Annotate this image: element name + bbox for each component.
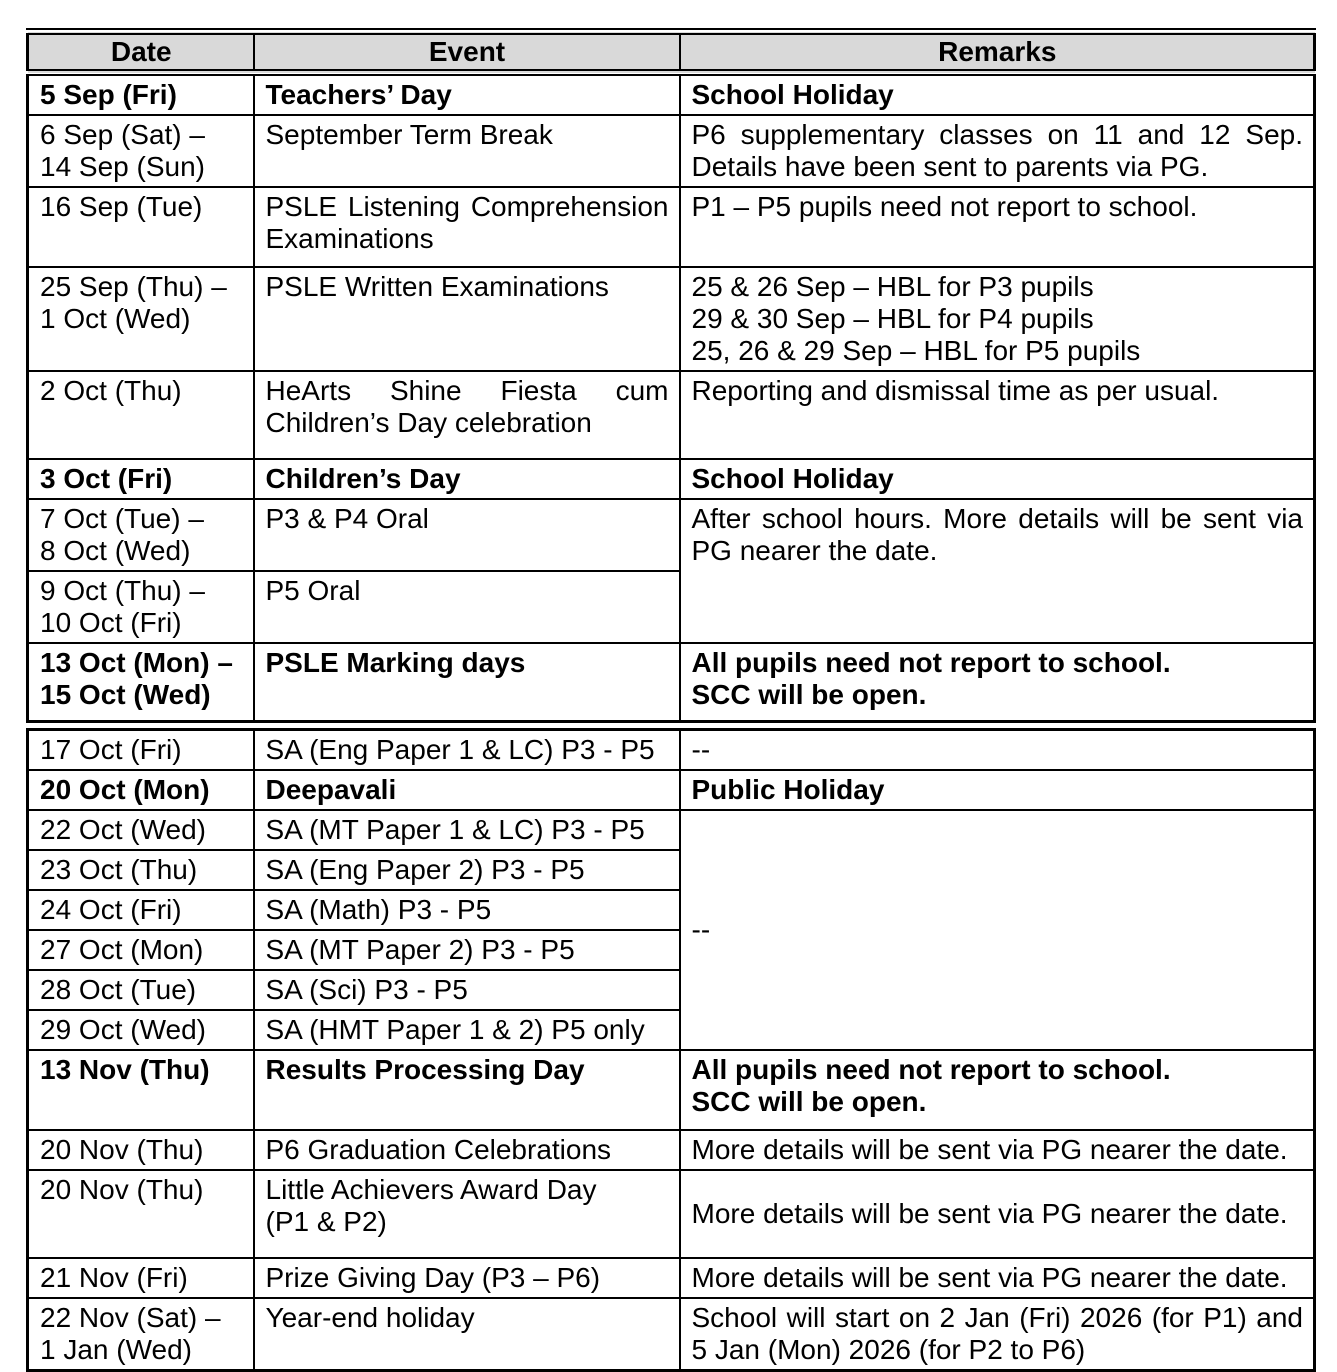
text-line: 10 Oct (Fri) bbox=[40, 607, 182, 638]
event-cell bbox=[254, 890, 680, 930]
calendar-table-top bbox=[26, 28, 1316, 723]
text-line: 2 Oct (Thu) bbox=[40, 375, 182, 406]
date-cell bbox=[28, 890, 254, 930]
text-line: PSLE Written Examinations bbox=[265, 271, 609, 302]
text-line: SCC will be open. bbox=[691, 679, 927, 710]
event-cell bbox=[254, 115, 680, 187]
text-line: P5 Oral bbox=[265, 575, 361, 606]
table-row bbox=[28, 187, 1315, 267]
text-line: 28 Oct (Tue) bbox=[40, 973, 197, 1005]
table-row bbox=[28, 499, 1315, 571]
event-cell bbox=[254, 643, 680, 721]
event-cell bbox=[254, 187, 680, 267]
text-line: School Holiday bbox=[691, 79, 894, 110]
text-line: P3 & P4 Oral bbox=[265, 503, 429, 534]
date-cell bbox=[28, 810, 254, 850]
table-row bbox=[28, 115, 1315, 187]
text-line: 13 Nov (Thu) bbox=[40, 1053, 210, 1085]
text-line: HeArts Shine Fiesta cum bbox=[265, 375, 669, 406]
text-line: 23 Oct (Thu) bbox=[40, 853, 198, 885]
remarks-cell bbox=[680, 73, 1315, 116]
text-line: 22 Nov (Sat) – bbox=[40, 1301, 221, 1333]
date-cell bbox=[28, 850, 254, 890]
calendar-table-bottom bbox=[26, 728, 1316, 1372]
event-cell bbox=[254, 1258, 680, 1298]
date-cell bbox=[28, 571, 254, 643]
text-line: 20 Nov (Thu) bbox=[40, 1173, 204, 1205]
event-cell bbox=[254, 1170, 680, 1258]
date-cell bbox=[28, 499, 254, 571]
text-line: 25 Sep (Thu) – bbox=[40, 271, 227, 302]
event-cell bbox=[254, 371, 680, 459]
text-line: 20 Oct (Mon) bbox=[40, 773, 210, 805]
text-line: P6 Graduation Celebrations bbox=[265, 1133, 612, 1165]
event-cell bbox=[254, 1298, 680, 1371]
date-cell bbox=[28, 371, 254, 459]
text-line: 25, 26 & 29 Sep – HBL for P5 pupils bbox=[691, 335, 1141, 366]
text-line: 16 Sep (Tue) bbox=[40, 191, 203, 222]
date-cell bbox=[28, 73, 254, 116]
text-line: 25 & 26 Sep – HBL for P3 pupils bbox=[691, 271, 1094, 302]
text-line: 3 Oct (Fri) bbox=[40, 463, 173, 494]
event-cell bbox=[254, 729, 680, 770]
text-line: Details have been sent to parents via PG. bbox=[691, 151, 1209, 182]
table-row bbox=[28, 810, 1315, 850]
text-line: 29 & 30 Sep – HBL for P4 pupils bbox=[691, 303, 1094, 334]
date-cell bbox=[28, 970, 254, 1010]
event-cell bbox=[254, 930, 680, 970]
text-line: SA (Sci) P3 - P5 bbox=[265, 973, 468, 1005]
text-line: More details will be sent via PG nearer the date. bbox=[691, 1197, 1288, 1229]
event-cell bbox=[254, 459, 680, 499]
text-line: 29 Oct (Wed) bbox=[40, 1013, 206, 1045]
event-cell bbox=[254, 571, 680, 643]
table-row bbox=[28, 459, 1315, 499]
text-line: 1 Jan (Wed) bbox=[40, 1333, 192, 1365]
table-row bbox=[28, 643, 1315, 721]
table-row bbox=[28, 1050, 1315, 1130]
event-cell bbox=[254, 1010, 680, 1050]
event-cell bbox=[254, 1050, 680, 1130]
text-line: 9 Oct (Thu) – bbox=[40, 575, 205, 606]
table-row bbox=[28, 770, 1315, 810]
remarks-cell bbox=[680, 1130, 1315, 1170]
text-line: September Term Break bbox=[265, 119, 553, 150]
text-line: SA (MT Paper 1 & LC) P3 - P5 bbox=[265, 813, 645, 845]
text-line: 8 Oct (Wed) bbox=[40, 535, 191, 566]
date-cell bbox=[28, 1130, 254, 1170]
table-row bbox=[28, 73, 1315, 116]
text-line: 7 Oct (Tue) – bbox=[40, 503, 204, 534]
text-line: 1 Oct (Wed) bbox=[40, 303, 191, 334]
text-line: Examinations bbox=[265, 223, 434, 254]
remarks-cell bbox=[680, 267, 1315, 371]
text-line: More details will be sent via PG nearer the date. bbox=[691, 1261, 1288, 1293]
text-line: All pupils need not report to school. bbox=[691, 647, 1171, 678]
text-line: 21 Nov (Fri) bbox=[40, 1261, 188, 1293]
text-line: Results Processing Day bbox=[265, 1053, 585, 1085]
text-line: PSLE Marking days bbox=[265, 647, 526, 678]
table-row bbox=[28, 729, 1315, 770]
remarks-cell bbox=[680, 459, 1315, 499]
text-line: PG nearer the date. bbox=[691, 535, 938, 566]
date-cell bbox=[28, 267, 254, 371]
remarks-cell bbox=[680, 1170, 1315, 1258]
date-cell bbox=[28, 1258, 254, 1298]
remarks-cell bbox=[680, 115, 1315, 187]
text-line: SA (HMT Paper 1 & 2) P5 only bbox=[265, 1013, 645, 1045]
text-line: SA (Eng Paper 1 & LC) P3 - P5 bbox=[265, 733, 655, 765]
table-row bbox=[28, 1170, 1315, 1258]
text-line: School will start on 2 Jan (Fri) 2026 (for P1) and bbox=[691, 1301, 1303, 1333]
text-line: 15 Oct (Wed) bbox=[40, 679, 211, 710]
event-cell bbox=[254, 850, 680, 890]
date-cell bbox=[28, 1050, 254, 1130]
event-cell bbox=[254, 499, 680, 571]
text-line: Prize Giving Day (P3 – P6) bbox=[265, 1261, 601, 1293]
text-line: 17 Oct (Fri) bbox=[40, 733, 182, 765]
table-row bbox=[28, 371, 1315, 459]
date-cell bbox=[28, 729, 254, 770]
header-cell-date: Date bbox=[28, 32, 254, 73]
event-cell bbox=[254, 1130, 680, 1170]
remarks-cell bbox=[680, 1298, 1315, 1371]
header-cell-event: Event bbox=[254, 32, 680, 73]
event-cell bbox=[254, 970, 680, 1010]
date-cell bbox=[28, 1298, 254, 1371]
header-row bbox=[28, 32, 1315, 73]
text-line: After school hours. More details will be sent via bbox=[691, 503, 1303, 534]
text-line: Reporting and dismissal time as per usual. bbox=[691, 375, 1220, 406]
text-line: 22 Oct (Wed) bbox=[40, 813, 206, 845]
text-line: SA (Eng Paper 2) P3 - P5 bbox=[265, 853, 585, 885]
text-line: 5 Jan (Mon) 2026 (for P2 to P6) bbox=[691, 1333, 1086, 1365]
remarks-cell bbox=[680, 499, 1315, 643]
text-line: Public Holiday bbox=[691, 773, 885, 805]
text-line: More details will be sent via PG nearer the date. bbox=[691, 1133, 1288, 1165]
remarks-cell bbox=[680, 643, 1315, 721]
date-cell bbox=[28, 1010, 254, 1050]
text-line: Deepavali bbox=[265, 773, 397, 805]
date-cell bbox=[28, 187, 254, 267]
date-cell bbox=[28, 1170, 254, 1258]
event-cell bbox=[254, 267, 680, 371]
text-line: Little Achievers Award Day bbox=[265, 1173, 597, 1205]
remarks-cell bbox=[680, 729, 1315, 770]
table-row bbox=[28, 1298, 1315, 1371]
date-cell bbox=[28, 459, 254, 499]
date-cell bbox=[28, 930, 254, 970]
text-line: -- bbox=[691, 733, 711, 765]
event-cell bbox=[254, 810, 680, 850]
text-line: All pupils need not report to school. bbox=[691, 1053, 1171, 1085]
table-row bbox=[28, 1258, 1315, 1298]
text-line: (P1 & P2) bbox=[265, 1205, 387, 1237]
remarks-cell bbox=[680, 1050, 1315, 1130]
remarks-cell bbox=[680, 770, 1315, 810]
remarks-cell bbox=[680, 1258, 1315, 1298]
remarks-cell bbox=[680, 371, 1315, 459]
text-line: SA (MT Paper 2) P3 - P5 bbox=[265, 933, 575, 965]
text-line: Year-end holiday bbox=[265, 1301, 475, 1333]
text-line: -- bbox=[691, 913, 711, 945]
text-line: 20 Nov (Thu) bbox=[40, 1133, 204, 1165]
table-row bbox=[28, 1130, 1315, 1170]
header-cell-remarks: Remarks bbox=[680, 32, 1315, 73]
text-line: Children’s Day bbox=[265, 463, 461, 494]
text-line: 27 Oct (Mon) bbox=[40, 933, 204, 965]
text-line: 24 Oct (Fri) bbox=[40, 893, 182, 925]
text-line: 13 Oct (Mon) – bbox=[40, 647, 233, 678]
text-line: 14 Sep (Sun) bbox=[40, 151, 205, 182]
text-line: 6 Sep (Sat) – bbox=[40, 119, 205, 150]
text-line: 5 Sep (Fri) bbox=[40, 79, 177, 110]
text-line: Teachers’ Day bbox=[265, 79, 452, 110]
text-line: SA (Math) P3 - P5 bbox=[265, 893, 492, 925]
event-cell bbox=[254, 73, 680, 116]
date-cell bbox=[28, 770, 254, 810]
text-line: School Holiday bbox=[691, 463, 894, 494]
remarks-cell bbox=[680, 187, 1315, 267]
date-cell bbox=[28, 115, 254, 187]
text-line: PSLE Listening Comprehension bbox=[265, 191, 669, 222]
remarks-cell bbox=[680, 810, 1315, 1050]
event-cell bbox=[254, 770, 680, 810]
text-line: P1 – P5 pupils need not report to school. bbox=[691, 191, 1198, 222]
date-cell bbox=[28, 643, 254, 721]
text-line: P6 supplementary classes on 11 and 12 Sep. bbox=[691, 119, 1303, 150]
text-line: SCC will be open. bbox=[691, 1085, 927, 1117]
table-row bbox=[28, 267, 1315, 371]
text-line: Children’s Day celebration bbox=[265, 407, 592, 438]
